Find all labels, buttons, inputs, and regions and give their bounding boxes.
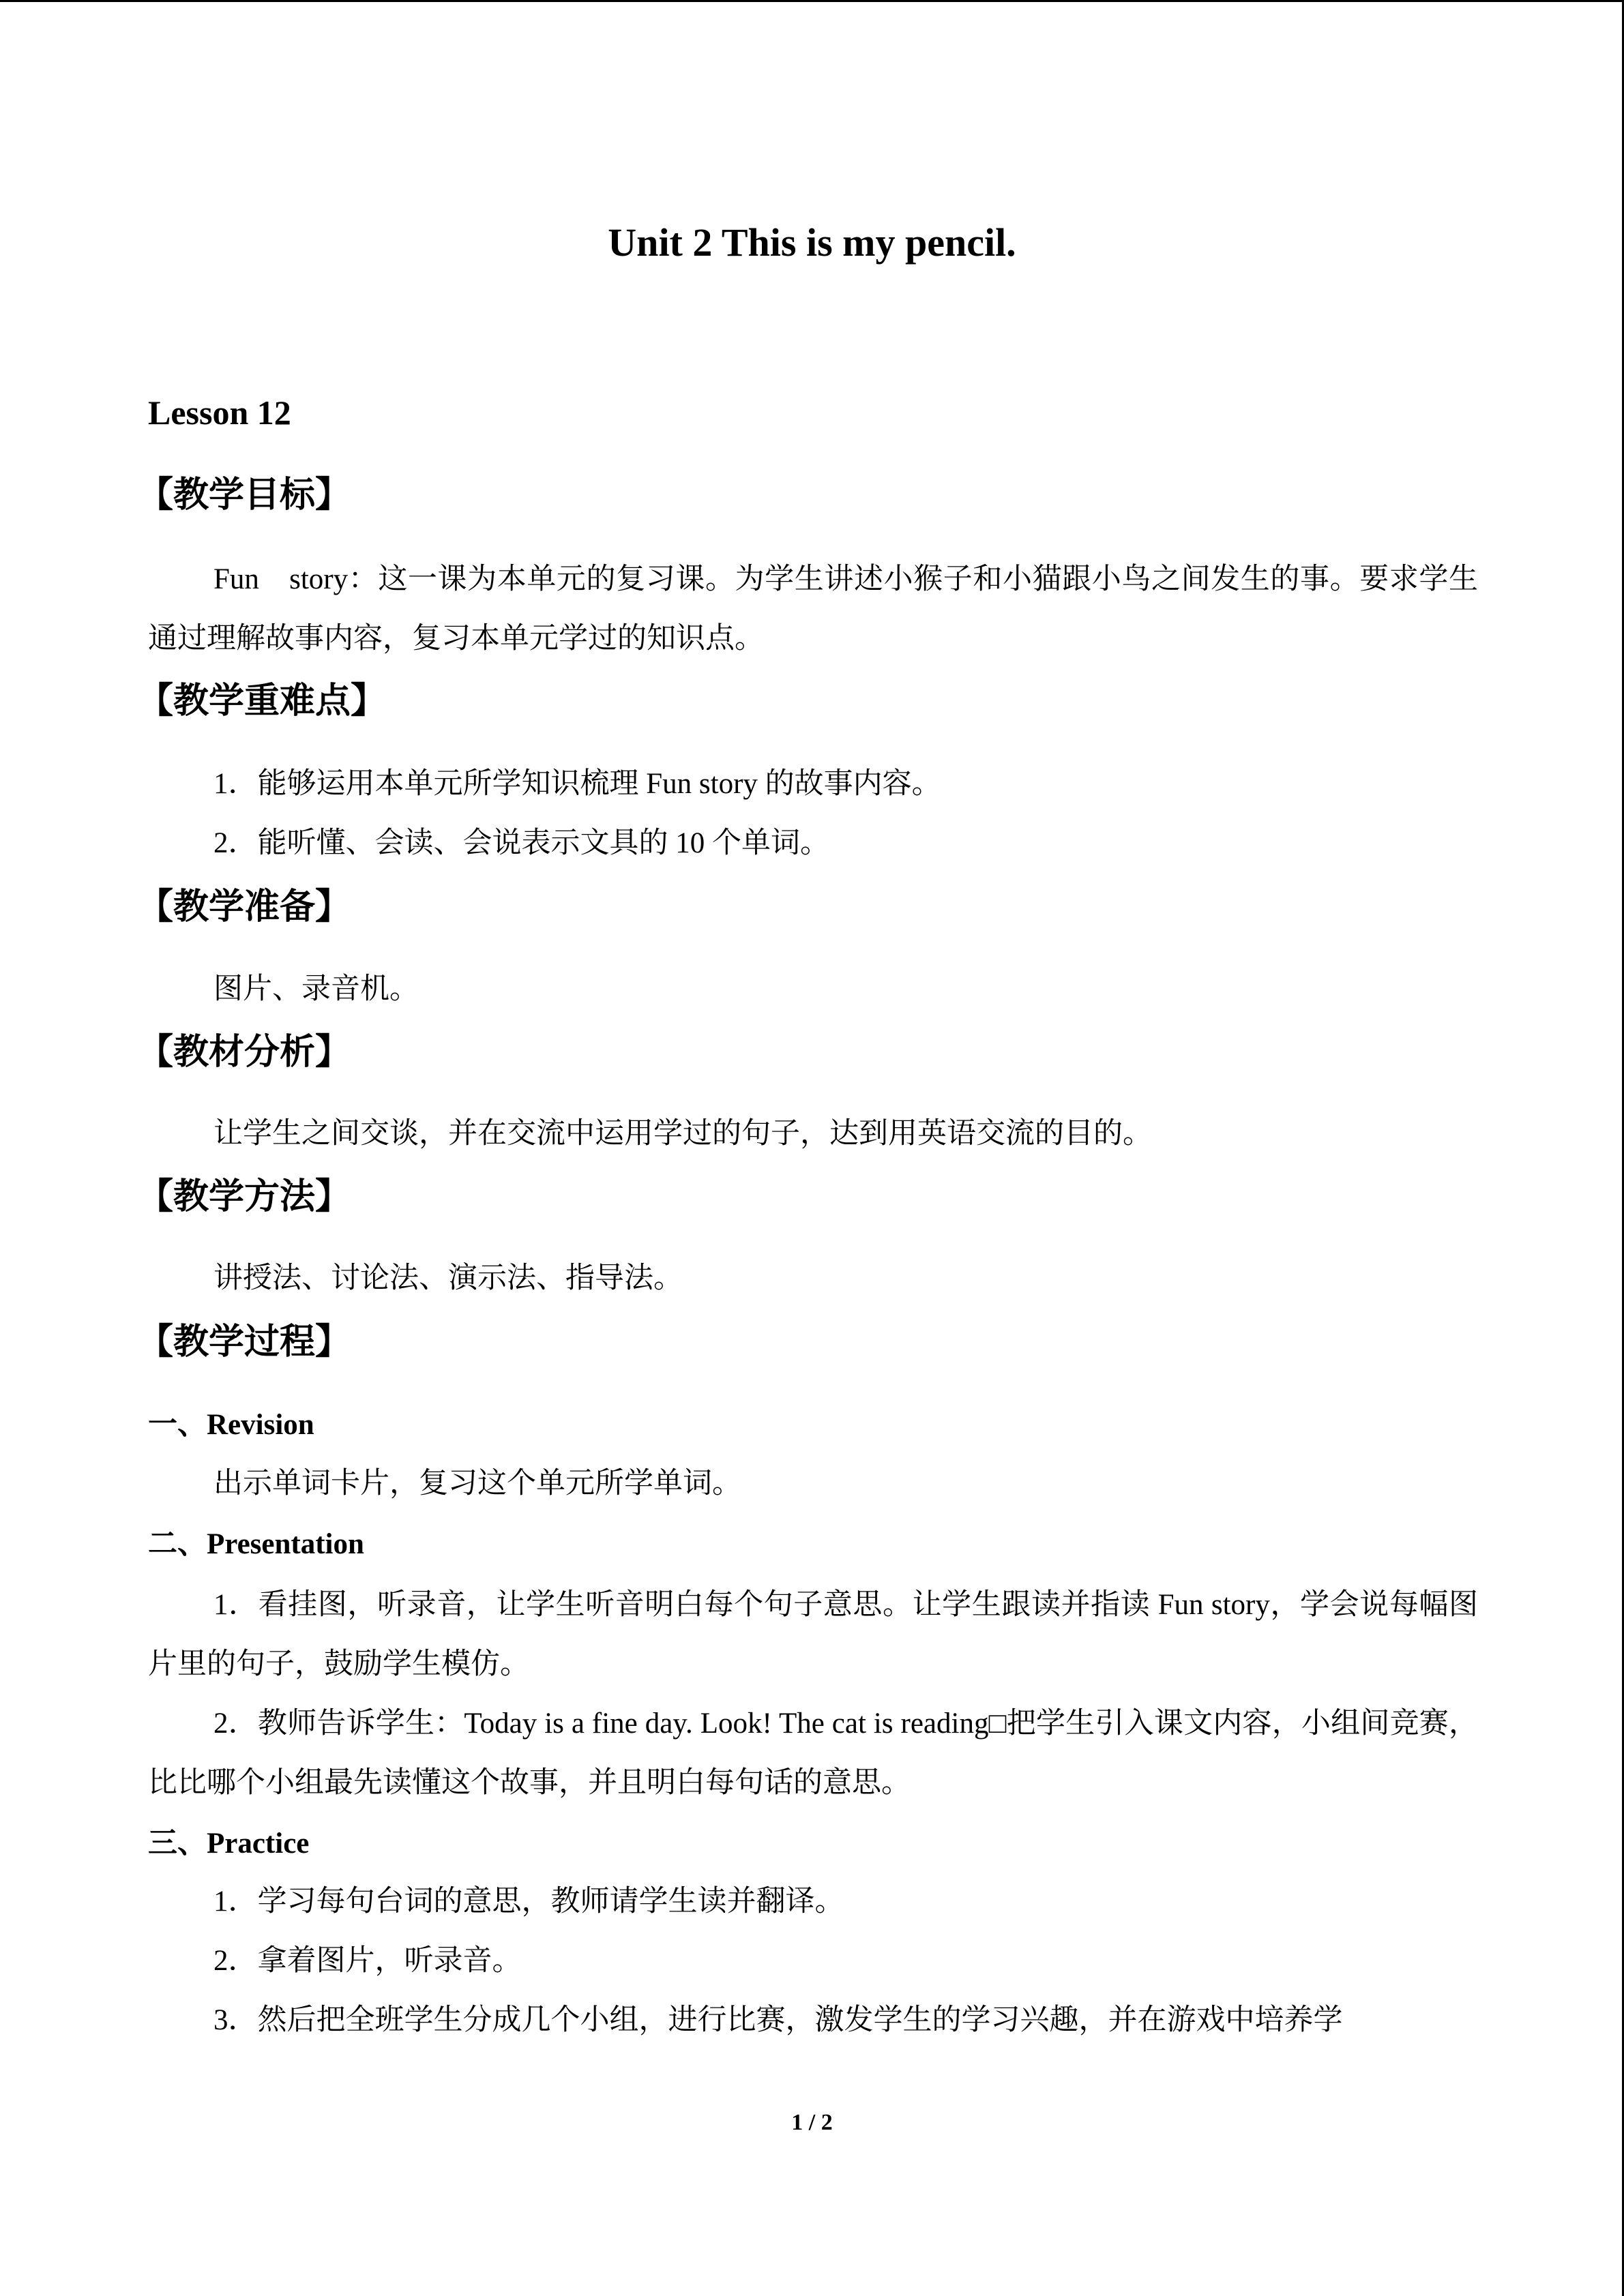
presentation-title: 二、Presentation bbox=[148, 1528, 364, 1560]
methods-text: 讲授法、讨论法、演示法、指导法。 bbox=[213, 1262, 683, 1294]
page-number: 1 / 2 bbox=[791, 2110, 833, 2135]
presentation-item: 2．教师告诉学生：Today is a fine day. Look! The cat is reading□把学生引入课文内容，小组间竞赛，比比哪个小组最先读懂这个故事，并且明白每句话的意思。 bbox=[148, 1708, 1478, 1799]
methods-heading: 【教学方法】 bbox=[138, 1176, 351, 1217]
presentation-item: 1．看挂图，听录音，让学生听音明白每个句子意思。让学生跟读并指读 Fun story，学会说每幅图片里的句子，鼓励学生模仿。 bbox=[148, 1589, 1478, 1680]
practice-title: 三、Practice bbox=[148, 1828, 310, 1860]
practice-item: 2．拿着图片，听录音。 bbox=[213, 1945, 522, 1977]
document-title: Unit 2 This is my pencil. bbox=[608, 220, 1016, 265]
preparation-text: 图片、录音机。 bbox=[213, 973, 419, 1005]
objectives-text: Fun story：这一课为本单元的复习课。为学生讲述小猴子和小猫跟小鸟之间发生的事。要求学生通过理解故事内容，复习本单元学过的知识点。 bbox=[148, 563, 1478, 655]
objectives-heading: 【教学目标】 bbox=[138, 475, 351, 516]
lesson-label: Lesson 12 bbox=[148, 393, 291, 432]
practice-item: 1．学习每句台词的意思，教师请学生读并翻译。 bbox=[213, 1885, 844, 1918]
preparation-heading: 【教学准备】 bbox=[138, 886, 351, 927]
revision-title: 一、Revision bbox=[148, 1409, 314, 1441]
process-heading: 【教学过程】 bbox=[138, 1322, 351, 1362]
practice-item: 3．然后把全班学生分成几个小组，进行比赛，激发学生的学习兴趣，并在游戏中培养学 bbox=[213, 2004, 1343, 2036]
analysis-text: 让学生之间交谈，并在交流中运用学过的句子，达到用英语交流的目的。 bbox=[213, 1118, 1152, 1150]
analysis-heading: 【教材分析】 bbox=[138, 1032, 351, 1073]
key-point-item: 1．能够运用本单元所学知识梳理 Fun story 的故事内容。 bbox=[213, 768, 941, 800]
key-points-heading: 【教学重难点】 bbox=[138, 681, 387, 721]
revision-text: 出示单词卡片，复习这个单元所学单词。 bbox=[213, 1467, 741, 1500]
key-point-item: 2．能听懂、会读、会说表示文具的 10 个单词。 bbox=[213, 827, 829, 859]
